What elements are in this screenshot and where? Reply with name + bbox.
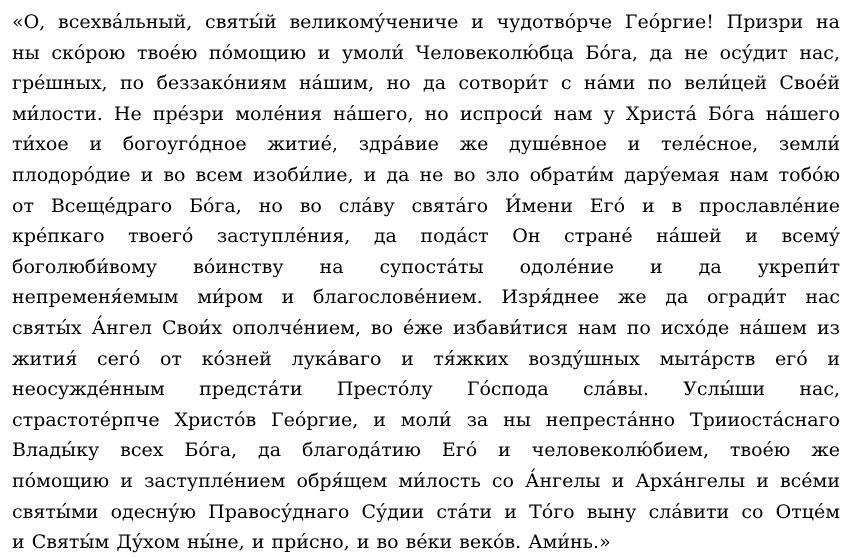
prayer-line: непременя́емым ми́ром и благослове́нием. Изря́днее же да огради́т нас xyxy=(12,286,840,309)
prayer-line: жития́ сего́ от ко́зней лука́ваго и тя́жких возду́шных мыта́рств его́ и xyxy=(12,347,840,370)
prayer-line: по́мощию и заступле́нием обря́щем ми́лость со А́нгелы и Арха́нгелы и все́ми xyxy=(12,469,840,492)
prayer-line: ми́лости. Не пре́зри моле́ния на́шего, но испроси́ нам у Христа́ Бо́га на́шего xyxy=(12,102,840,125)
prayer-text-block xyxy=(12,7,840,558)
prayer-line: гре́шных, по беззако́ниям на́шим, но да сотвори́т с на́ми по вели́цей Свое́й xyxy=(12,72,840,95)
prayer-line: плодоро́дие и во всем изоби́лие, и да не во зло обрати́м дару́емая нам тобо́ю xyxy=(12,163,840,186)
prayer-line: боголюби́вому во́инству на супоста́ты одоле́ние и да укрепи́т xyxy=(12,255,840,278)
prayer-line: ти́хое и богоуго́дное житие́, здра́вие же душе́вное и теле́сное, земли́ xyxy=(12,133,840,156)
prayer-line: святы́ми одесну́ю Правосу́днаго Су́дии ста́ти и То́го выну сла́вити со Отце́м xyxy=(12,500,840,523)
prayer-line: Влады́ку всех Бо́га, да благода́тию Его́ и человеколю́бием, твое́ю же xyxy=(12,439,840,462)
prayer-line: от Всеще́драго Бо́га, но во сла́ву свята́го И́мени Его́ и в прославле́ние xyxy=(12,194,840,217)
prayer-line: неосужде́нным предста́ти Престо́лу Го́спода сла́вы. Услы́ши нас, xyxy=(12,378,840,401)
prayer-line: ны ско́рою твое́ю по́мощию и умоли́ Человеколю́бца Бо́га, да не осу́дит нас, xyxy=(12,41,840,64)
prayer-line: святы́х А́нгел Свои́х ополче́нием, во е́же избави́тися нам по исхо́де на́шем из xyxy=(12,316,840,339)
prayer-line-final: и Святы́м Ду́хом ны́не, и при́сно, и во ве́ки веко́в. Ами́нь.» xyxy=(12,531,611,554)
prayer-line: кре́пкаго твоего́ заступле́ния, да пода́ст Он стране́ на́шей и всему́ xyxy=(12,225,840,248)
prayer-line: страстоте́рпче Христо́в Гео́ргие, и моли́ за ны непреста́нно Трииоста́снаго xyxy=(12,408,840,431)
prayer-line: «О, всехва́льный, святы́й великому́чениче и чудотво́рче Гео́ргие! Призри на xyxy=(12,11,840,33)
